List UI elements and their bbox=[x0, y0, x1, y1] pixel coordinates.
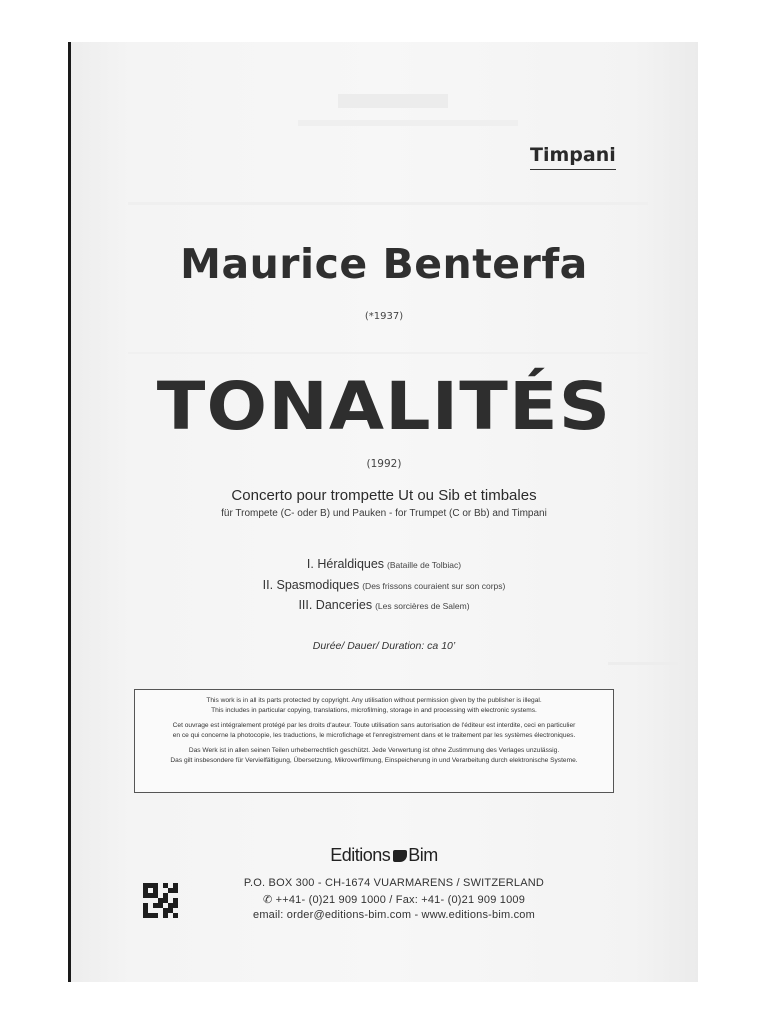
bleed-through-mark bbox=[128, 202, 648, 205]
copyright-english bbox=[141, 696, 607, 715]
copyright-line: en ce qui concerne la photocopie, les traductions, le microfichage et l'enregistrement dans et le traitement par les systèmes électroniques. bbox=[172, 731, 576, 739]
copyright-german bbox=[141, 746, 607, 765]
movement-subtitle: (Des frissons couraient sur son corps) bbox=[362, 581, 506, 591]
bleed-through-mark bbox=[128, 352, 648, 354]
composition-year: (1992) bbox=[366, 458, 402, 470]
copyright-line: Das Werk ist in allen seinen Teilen urheberrechtlich geschützt. Jede Verwertung ist ohne Zustimmung des Verlages unzulässig. bbox=[188, 747, 560, 754]
publisher-contact: email: order@editions-bim.com - www.editions-bim.com bbox=[253, 909, 535, 921]
copyright-french bbox=[141, 721, 607, 740]
bleed-through-mark bbox=[338, 94, 448, 108]
copyright-notice bbox=[134, 689, 614, 793]
copyright-line: This includes in particular copying, translations, microfilming, storage in and processing with electronic systems. bbox=[211, 706, 537, 714]
part-label: Timpani bbox=[530, 144, 616, 170]
movement-title: III. Danceries bbox=[298, 598, 373, 612]
movement-title: II. Spasmodiques bbox=[262, 578, 360, 592]
movement-title: I. Héraldiques bbox=[306, 557, 385, 571]
work-subtitle-translations: für Trompete (C- oder B) und Pauken - for Trumpet (C or Bb) and Timpani bbox=[221, 508, 547, 519]
copyright-line: This work is in all its parts protected by copyright. Any utilisation without permission given by the publisher is illegal. bbox=[206, 697, 542, 704]
qr-code-icon[interactable] bbox=[143, 883, 178, 918]
copyright-line: Cet ouvrage est intégralement protégé par les droits d'auteur. Toute utilisation sans autorisation de l'éditeur est interdite, ceci en particulier bbox=[172, 722, 576, 729]
bleed-through-mark bbox=[608, 662, 678, 665]
movement-3 bbox=[0, 598, 768, 612]
publisher-phone: ✆ ++41- (0)21 909 1000 / Fax: +41- (0)21 909 1009 bbox=[262, 894, 526, 906]
composer-birth-year: (*1937) bbox=[364, 311, 404, 322]
publisher-name-part2: Bim bbox=[408, 845, 438, 865]
movement-1 bbox=[0, 557, 768, 571]
publisher-address: P.O. BOX 300 - CH-1674 VUARMARENS / SWITZERLAND bbox=[243, 877, 545, 889]
publisher-name-part1: Editions bbox=[330, 845, 391, 865]
movement-2 bbox=[0, 578, 768, 592]
movement-subtitle: (Bataille de Tolbiac) bbox=[387, 560, 462, 570]
work-title: TONALITÉS bbox=[156, 368, 612, 445]
bim-logo-icon bbox=[393, 850, 407, 862]
publisher-name bbox=[0, 845, 768, 866]
composer-name: Maurice Benterfa bbox=[180, 240, 588, 288]
copyright-line: Das gilt insbesondere für Vervielfältigung, Übersetzung, Mikroverfilmung, Einspeicherung in und Verarbeitung durch elektronische Systeme. bbox=[170, 756, 578, 764]
work-subtitle: Concerto pour trompette Ut ou Sib et timbales bbox=[231, 487, 537, 504]
movement-subtitle: (Les sorcières de Salem) bbox=[375, 601, 470, 611]
duration: Durée/ Dauer/ Duration: ca 10’ bbox=[312, 640, 456, 652]
bleed-through-mark bbox=[298, 120, 518, 126]
